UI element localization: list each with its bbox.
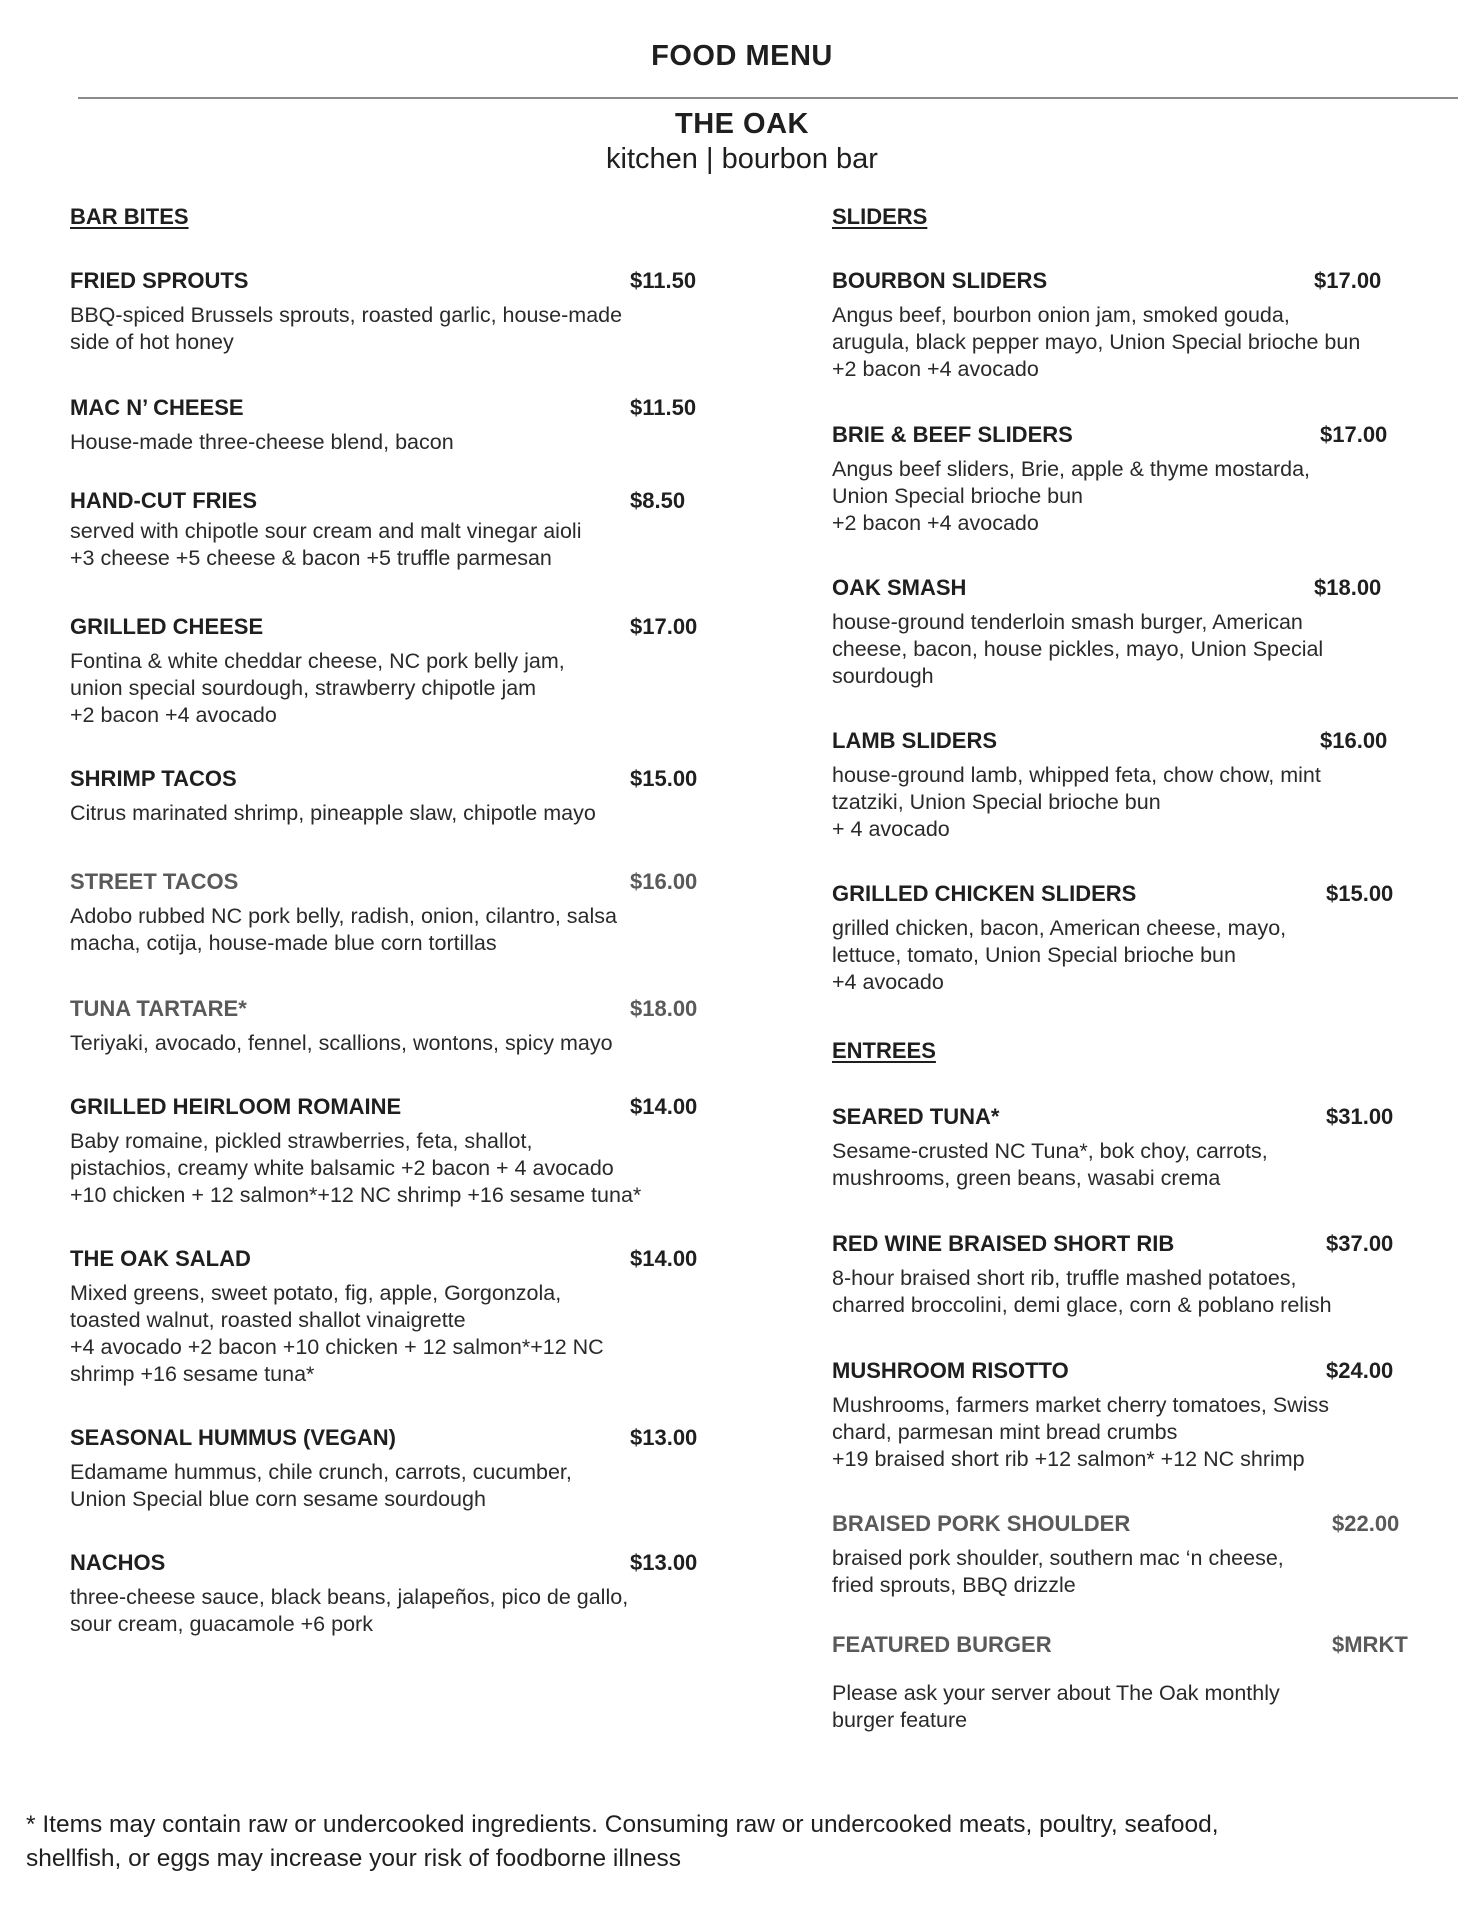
footnote-line: shellfish, or eggs may increase your risk of foodborne illness: [26, 1845, 682, 1872]
item-price: $13.00: [630, 1425, 698, 1450]
item-price: $17.00: [1320, 422, 1388, 447]
menu-item: [832, 422, 1452, 537]
item-price: $17.00: [1314, 268, 1382, 293]
item-name: FRIED SPROUTS: [70, 268, 249, 293]
item-description: [832, 1138, 1452, 1192]
item-description: [832, 1545, 1452, 1599]
item-description-line: Mixed greens, sweet potato, fig, apple, Gorgonzola,: [70, 1281, 562, 1305]
item-description-line: Union Special brioche bun: [832, 484, 1083, 508]
item-description-line: +4 avocado: [832, 970, 944, 994]
item-price: $22.00: [1332, 1511, 1400, 1536]
menu-item: [832, 575, 1452, 690]
item-name: GRILLED CHICKEN SLIDERS: [832, 881, 1137, 906]
right-column: [832, 204, 1452, 1734]
menu-item: [70, 1425, 710, 1513]
item-description-line: +19 braised short rib +12 salmon* +12 NC shrimp: [832, 1447, 1305, 1471]
left-column: [70, 204, 710, 1638]
item-description-line: house-ground tenderloin smash burger, American: [832, 610, 1303, 634]
menu-item: [832, 881, 1452, 996]
menu-item: [832, 1632, 1452, 1734]
item-description-line: Angus beef, bourbon onion jam, smoked gouda,: [832, 303, 1290, 327]
item-description-line: Mushrooms, farmers market cherry tomatoes, Swiss: [832, 1393, 1330, 1417]
item-name: NACHOS: [70, 1550, 166, 1575]
item-name: STREET TACOS: [70, 869, 239, 894]
section-title-sliders: SLIDERS: [832, 204, 928, 229]
item-description: [70, 648, 710, 729]
item-description: [70, 903, 710, 957]
item-description: [70, 1030, 710, 1057]
item-description-line: charred broccolini, demi glace, corn & poblano relish: [832, 1293, 1332, 1317]
menu-item: [70, 268, 710, 356]
item-description-line: Teriyaki, avocado, fennel, scallions, wontons, spicy mayo: [70, 1031, 613, 1055]
item-description-line: grilled chicken, bacon, American cheese, mayo,: [832, 916, 1287, 940]
menu-item: [832, 1104, 1452, 1192]
item-description-line: Adobo rubbed NC pork belly, radish, onion, cilantro, salsa: [70, 904, 617, 928]
item-description-line: sourdough: [832, 664, 934, 688]
item-description: [832, 762, 1452, 843]
menu-item: [832, 1358, 1452, 1473]
item-description-line: house-ground lamb, whipped feta, chow chow, mint: [832, 763, 1321, 787]
item-description-line: chard, parmesan mint bread crumbs: [832, 1420, 1178, 1444]
item-description-line: braised pork shoulder, southern mac ‘n cheese,: [832, 1546, 1284, 1570]
item-description-line: +10 chicken + 12 salmon*+12 NC shrimp +16 sesame tuna*: [70, 1183, 642, 1207]
item-price: $13.00: [630, 1550, 698, 1575]
item-description-line: lettuce, tomato, Union Special brioche bun: [832, 943, 1236, 967]
menu-item: [832, 1231, 1452, 1319]
item-description-line: shrimp +16 sesame tuna*: [70, 1362, 315, 1386]
item-description: [70, 518, 710, 572]
item-name: TUNA TARTARE*: [70, 996, 247, 1021]
item-description: [70, 1128, 710, 1209]
item-price: $8.50: [630, 488, 686, 513]
item-description-line: cheese, bacon, house pickles, mayo, Union Special: [832, 637, 1324, 661]
item-name: MUSHROOM RISOTTO: [832, 1358, 1069, 1383]
item-description-line: fried sprouts, BBQ drizzle: [832, 1573, 1076, 1597]
item-description: [832, 609, 1452, 690]
item-price: $17.00: [630, 614, 698, 639]
item-description-line: arugula, black pepper mayo, Union Special brioche bun: [832, 330, 1361, 354]
item-name: OAK SMASH: [832, 575, 967, 600]
item-description-line: +2 bacon +4 avocado: [70, 703, 277, 727]
item-description-line: + 4 avocado: [832, 817, 950, 841]
footnote-line: * Items may contain raw or undercooked ingredients. Consuming raw or undercooked meats, poultry, seafood,: [26, 1811, 1219, 1838]
item-name: GRILLED HEIRLOOM ROMAINE: [70, 1094, 402, 1119]
item-price: $16.00: [630, 869, 698, 894]
item-name: BRIE & BEEF SLIDERS: [832, 422, 1073, 447]
item-price: $15.00: [630, 766, 698, 791]
allergy-footnote: [26, 1808, 1446, 1876]
item-description: [832, 1265, 1452, 1319]
item-description-line: side of hot honey: [70, 330, 234, 354]
item-price: $14.00: [630, 1094, 698, 1119]
item-description-line: +2 bacon +4 avocado: [832, 357, 1039, 381]
menu-item: [832, 268, 1452, 383]
restaurant-name: THE OAK: [675, 108, 809, 140]
item-description-line: +2 bacon +4 avocado: [832, 511, 1039, 535]
item-description-line: Please ask your server about The Oak monthly: [832, 1681, 1280, 1705]
item-description-line: toasted walnut, roasted shallot vinaigrette: [70, 1308, 466, 1332]
item-name: BOURBON SLIDERS: [832, 268, 1048, 293]
item-description: [70, 1280, 710, 1388]
item-name: BRAISED PORK SHOULDER: [832, 1511, 1131, 1536]
menu-item: [70, 869, 710, 957]
item-description-line: tzatziki, Union Special brioche bun: [832, 790, 1161, 814]
item-description: [70, 800, 710, 827]
item-price: $11.50: [630, 268, 697, 293]
item-description-line: three-cheese sauce, black beans, jalapeños, pico de gallo,: [70, 1585, 629, 1609]
item-price: $18.00: [630, 996, 698, 1021]
title-divider: [78, 97, 1458, 99]
item-description: [70, 302, 710, 356]
item-description: [832, 302, 1452, 383]
item-price: $11.50: [630, 395, 697, 420]
item-description: [832, 456, 1452, 537]
item-description-line: pistachios, creamy white balsamic +2 bacon + 4 avocado: [70, 1156, 614, 1180]
item-price: $MRKT: [1332, 1632, 1408, 1657]
item-description: [70, 429, 710, 456]
item-price: $14.00: [630, 1246, 698, 1271]
section-title-bar-bites: BAR BITES: [70, 204, 189, 229]
menu-item: [70, 1550, 710, 1638]
item-name: LAMB SLIDERS: [832, 728, 997, 753]
item-description-line: Fontina & white cheddar cheese, NC pork belly jam,: [70, 649, 565, 673]
item-price: $37.00: [1326, 1231, 1394, 1256]
item-description: [70, 1584, 710, 1638]
item-name: SEASONAL HUMMUS (VEGAN): [70, 1425, 396, 1450]
item-description-line: Citrus marinated shrimp, pineapple slaw, chipotle mayo: [70, 801, 596, 825]
menu-item: [70, 488, 710, 572]
item-price: $24.00: [1326, 1358, 1394, 1383]
item-name: THE OAK SALAD: [70, 1246, 251, 1271]
item-description-line: Sesame-crusted NC Tuna*, bok choy, carrots,: [832, 1139, 1268, 1163]
menu-item: [70, 1246, 710, 1388]
item-name: FEATURED BURGER: [832, 1632, 1052, 1657]
item-description-line: burger feature: [832, 1708, 968, 1732]
item-name: RED WINE BRAISED SHORT RIB: [832, 1231, 1175, 1256]
item-description-line: mushrooms, green beans, wasabi crema: [832, 1166, 1221, 1190]
section-title-entrees: ENTREES: [832, 1038, 936, 1063]
item-description-line: Angus beef sliders, Brie, apple & thyme mostarda,: [832, 457, 1311, 481]
menu-item: [70, 614, 710, 729]
item-description-line: served with chipotle sour cream and malt vinegar aioli: [70, 519, 582, 543]
item-name: SHRIMP TACOS: [70, 766, 237, 791]
item-name: SEARED TUNA*: [832, 1104, 1000, 1129]
item-price: $18.00: [1314, 575, 1382, 600]
item-description-line: Union Special blue corn sesame sourdough: [70, 1487, 486, 1511]
menu-item: [832, 728, 1452, 843]
item-name: GRILLED CHEESE: [70, 614, 264, 639]
item-description-line: BBQ-spiced Brussels sprouts, roasted garlic, house-made: [70, 303, 623, 327]
menu-item: [70, 766, 710, 827]
item-description-line: union special sourdough, strawberry chipotle jam: [70, 676, 537, 700]
menu-item: [832, 1511, 1452, 1599]
item-description-line: House-made three-cheese blend, bacon: [70, 430, 454, 454]
item-description: [832, 1680, 1452, 1734]
menu-item: [70, 395, 710, 456]
menu-title: FOOD MENU: [651, 40, 833, 72]
item-description-line: Edamame hummus, chile crunch, carrots, cucumber,: [70, 1460, 572, 1484]
item-description: [832, 1392, 1452, 1473]
item-description-line: 8-hour braised short rib, truffle mashed potatoes,: [832, 1266, 1297, 1290]
item-description-line: macha, cotija, house-made blue corn tortillas: [70, 931, 497, 955]
menu-item: [70, 996, 710, 1057]
item-name: HAND-CUT FRIES: [70, 488, 257, 513]
item-price: $31.00: [1326, 1104, 1394, 1129]
item-name: MAC N’ CHEESE: [70, 395, 244, 420]
item-description-line: sour cream, guacamole +6 pork: [70, 1612, 373, 1636]
item-price: $16.00: [1320, 728, 1388, 753]
item-price: $15.00: [1326, 881, 1394, 906]
restaurant-tagline: kitchen | bourbon bar: [606, 143, 878, 175]
item-description-line: +4 avocado +2 bacon +10 chicken + 12 salmon*+12 NC: [70, 1335, 604, 1359]
item-description: [832, 915, 1452, 996]
item-description-line: Baby romaine, pickled strawberries, feta, shallot,: [70, 1129, 533, 1153]
item-description: [70, 1459, 710, 1513]
item-description-line: +3 cheese +5 cheese & bacon +5 truffle parmesan: [70, 546, 552, 570]
menu-item: [70, 1094, 710, 1209]
